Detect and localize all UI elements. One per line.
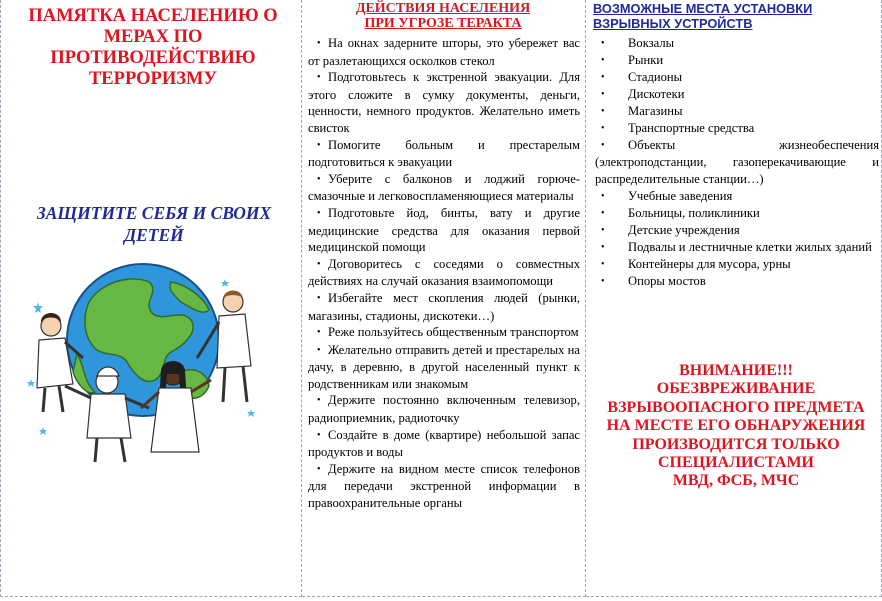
list-item xyxy=(595,69,879,86)
warning-line: ВЗРЫВООПАСНОГО ПРЕДМЕТА xyxy=(607,398,865,416)
list-item-text: Подвалы и лестничные клетки жилых зданий xyxy=(628,240,872,254)
middle-panel xyxy=(302,0,586,597)
bullet-icon: • xyxy=(601,242,605,253)
bullet-icon: • xyxy=(317,292,321,304)
list-item-text: Детские учреждения xyxy=(628,223,740,237)
warning-line: НА МЕСТЕ ЕГО ОБНАРУЖЕНИЯ xyxy=(606,417,866,435)
list-item-text: Контейнеры для мусора, урны xyxy=(628,257,791,271)
list-item xyxy=(595,120,879,137)
bullet-icon: • xyxy=(601,140,605,151)
left-panel xyxy=(0,0,302,597)
list-item xyxy=(308,392,580,426)
list-item-text: Держите на видном месте список телефонов для передачи экстренной информации в правоохранительные органы xyxy=(308,461,580,511)
protect-slogan xyxy=(15,202,293,246)
list-item xyxy=(308,69,580,136)
bullet-icon: • xyxy=(601,89,605,100)
list-item-text: Вокзалы xyxy=(628,36,675,50)
actions-heading xyxy=(312,1,574,31)
list-item-text: Опоры мостов xyxy=(628,274,706,288)
list-item xyxy=(595,205,879,222)
list-item xyxy=(308,205,580,256)
list-item xyxy=(308,35,580,69)
memo-title-line: ПАМЯТКА НАСЕЛЕНИЮ О xyxy=(28,6,278,26)
warning-line: СПЕЦИАЛИСТАМИ xyxy=(657,454,814,472)
list-item-text: Учебные заведения xyxy=(628,189,733,203)
list-item xyxy=(595,52,879,69)
bullet-icon: • xyxy=(601,38,605,49)
list-item-text: Реже пользуйтесь общественным транспортом xyxy=(328,325,579,340)
bullet-icon: • xyxy=(317,38,321,49)
memo-title-line: ТЕРРОРИЗМУ xyxy=(88,69,218,89)
list-item-text: На окнах задерните шторы, это убережет вас от разлетающихся осколков стекол xyxy=(308,36,580,68)
places-heading-line: ВОЗМОЖНЫЕ МЕСТА УСТАНОВКИ xyxy=(593,1,813,16)
list-item-text: Дискотеки xyxy=(628,87,685,101)
list-item-text: Помогите больным и престарелым подготовиться к эвакуации xyxy=(308,137,580,170)
warning-line: ОБЕЗВРЕЖИВАНИЕ xyxy=(656,380,816,398)
list-item xyxy=(308,256,580,290)
warning-line: ПРОИЗВОДИТСЯ ТОЛЬКО xyxy=(632,435,840,453)
bullet-icon: • xyxy=(317,395,321,407)
list-item-text: Желательно отправить детей и престарелых на дачу, в деревню, в другой населенный пункт к родственникам или знакомым xyxy=(308,342,580,391)
list-item-text: Объекты жизнеобеспечения (электроподстанции, газоперекачивающие и распределительные станции…) xyxy=(595,138,879,186)
bullet-icon: • xyxy=(601,276,605,287)
list-item xyxy=(308,137,580,171)
bullet-icon: • xyxy=(317,207,321,219)
bullet-icon: • xyxy=(317,327,321,339)
list-item-text: Договоритесь с соседями о совместных действиях на случай оказания взаимопомощи xyxy=(308,256,580,289)
list-item xyxy=(595,222,879,239)
list-item-text: Магазины xyxy=(628,104,683,118)
list-item xyxy=(308,290,580,324)
list-item xyxy=(595,188,879,205)
bullet-icon: • xyxy=(601,55,605,66)
bullet-icon: • xyxy=(317,139,321,151)
right-panel xyxy=(586,0,882,597)
list-item-text: Рынки xyxy=(628,53,664,67)
places-heading xyxy=(593,1,875,31)
list-item-text: Транспортные средства xyxy=(628,121,755,135)
protect-slogan-line: ДЕТЕЙ xyxy=(124,225,184,245)
globe-icon xyxy=(67,264,219,416)
list-item-text: Стадионы xyxy=(628,70,683,84)
bullet-icon: • xyxy=(601,259,605,270)
bullet-icon: • xyxy=(317,173,321,185)
memo-title-line: ПРОТИВОДЕЙСТВИЮ xyxy=(50,48,256,68)
list-item xyxy=(308,427,580,461)
list-item-text: Больницы, поликлиники xyxy=(628,206,760,220)
memo-title-line: МЕРАХ ПО xyxy=(103,27,203,47)
bullet-icon: • xyxy=(601,225,605,236)
list-item xyxy=(595,86,879,103)
warning-line: МВД, ФСБ, МЧС xyxy=(672,472,800,490)
actions-heading-line: ДЕЙСТВИЯ НАСЕЛЕНИЯ xyxy=(355,1,531,16)
protect-slogan-line: ЗАЩИТИТЕ СЕБЯ И СВОИХ xyxy=(36,203,272,223)
bullet-icon: • xyxy=(317,344,321,356)
list-item-text: Создайте в доме (квартире) небольшой запас продуктов и воды xyxy=(308,427,580,460)
list-item-text: Подготовьтесь к экстренной эвакуации. Для этого сложите в сумку документы, деньги, ценности, немного продуктов. Желательно иметь свисток xyxy=(308,70,580,135)
list-item xyxy=(595,103,879,120)
bullet-icon: • xyxy=(601,106,605,117)
list-item xyxy=(595,239,879,256)
warning-notice xyxy=(596,362,876,491)
bullet-icon: • xyxy=(601,72,605,83)
children-around-globe-illustration xyxy=(21,262,261,468)
list-item-text: Держите постоянно включенным телевизор, радиоприемник, радиоточку xyxy=(308,393,580,426)
list-item xyxy=(595,137,879,188)
actions-list xyxy=(308,35,580,512)
list-item xyxy=(595,273,879,290)
list-item xyxy=(595,35,879,52)
bullet-icon: • xyxy=(601,123,605,134)
places-list xyxy=(595,35,879,290)
list-item xyxy=(308,461,580,512)
list-item-text: Избегайте мест скопления людей (рынки, магазины, стадионы, дискотеки…) xyxy=(308,290,580,323)
list-item xyxy=(308,342,580,393)
places-heading-line: ВЗРЫВНЫХ УСТРОЙСТВ xyxy=(593,16,753,31)
bullet-icon: • xyxy=(317,429,321,441)
bullet-icon: • xyxy=(317,72,321,84)
list-item xyxy=(308,324,580,342)
list-item-text: Подготовьте йод, бинты, вату и другие медицинские средства для оказания первой медицинской помощи xyxy=(308,205,580,255)
bullet-icon: • xyxy=(317,463,321,475)
actions-heading-line: ПРИ УГРОЗЕ ТЕРАКТА xyxy=(364,16,522,31)
list-item-text: Уберите с балконов и лоджий горюче-смазочные и легковоспламеняющиеся материалы xyxy=(308,171,580,204)
memo-title xyxy=(9,6,297,90)
bullet-icon: • xyxy=(601,208,605,219)
list-item xyxy=(595,256,879,273)
list-item xyxy=(308,171,580,205)
bullet-icon: • xyxy=(601,191,605,202)
bullet-icon: • xyxy=(317,258,321,270)
warning-line: ВНИМАНИЕ!!! xyxy=(679,362,793,379)
